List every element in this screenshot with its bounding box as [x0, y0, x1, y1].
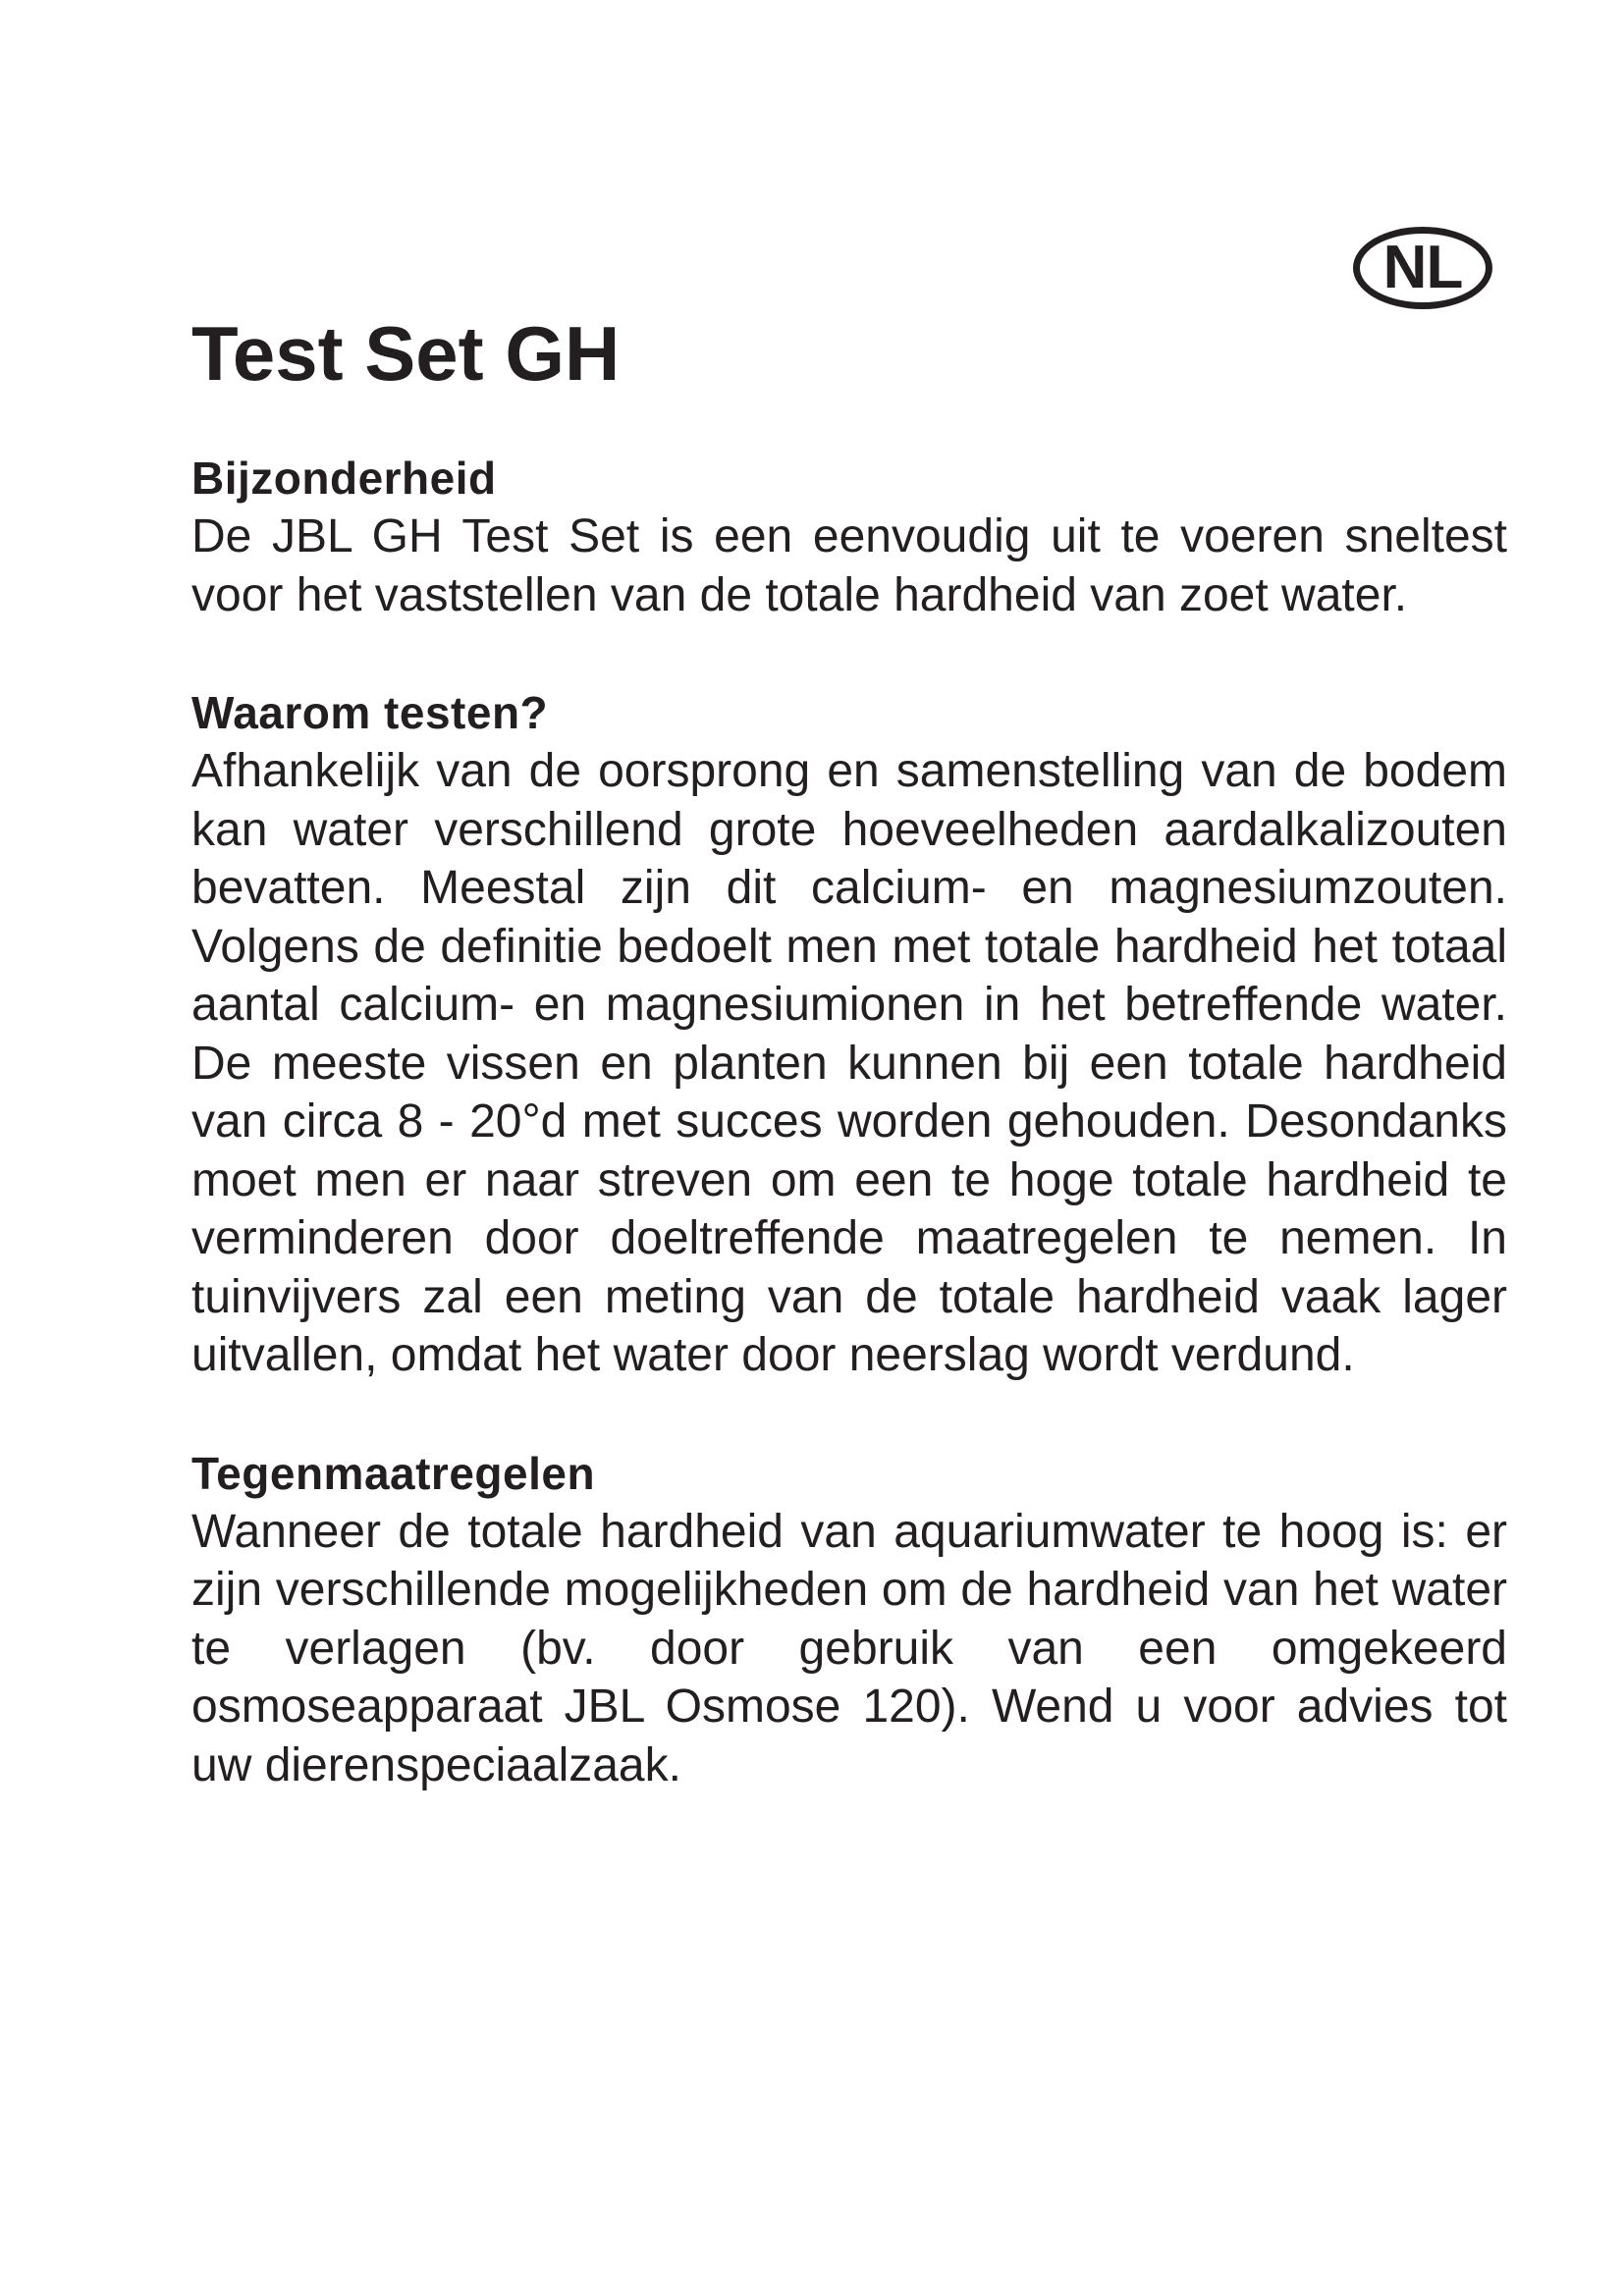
section-paragraph: Afhankelijk van de oorsprong en samenstelling van de bodem kan water verschillend grote hoeveelheden aardalkalizouten bevatten. Meestal zijn dit calcium- en magnesiumzouten. Volgens de definitie bedoelt men met totale hardheid het totaal aantal calcium- en magnesiumionen in het betreffende water. De meeste vissen en planten kunnen bij een totale hardheid van circa 8 - 20°d met succes worden gehouden. Desondanks moet men er naar streven om een te hoge totale hardheid te verminderen door doeltreffende maatregelen te nemen. In tuinvijvers zal een meting van de totale hardheid vaak lager uitvallen, omdat het water door neerslag wordt verdund. — [191, 745, 1507, 1381]
document-body — [191, 309, 1507, 1794]
section-tegenmaatregelen — [191, 1444, 1507, 1795]
section-waarom-testen — [191, 683, 1507, 1385]
page-title: Test Set GH — [191, 310, 621, 397]
section-heading: Bijzonderheid — [191, 453, 497, 504]
section-paragraph: De JBL GH Test Set is een eenvoudig uit te voeren sneltest voor het vaststellen van de totale hardheid van zoet water. — [191, 510, 1507, 621]
language-badge: NL — [1353, 227, 1492, 309]
section-paragraph: Wanneer de totale hardheid van aquariumwater te hoog is: er zijn verschillende mogelijkheden om de hardheid van het water te verlagen (bv. door gebruik van een omgekeerd osmoseapparaat JBL Osmose 120). Wend u voor advies tot uw dierenspeciaalzaak. — [191, 1505, 1507, 1791]
section-bijzonderheid — [191, 449, 1507, 624]
section-heading: Tegenmaatregelen — [191, 1447, 596, 1499]
section-heading: Waarom testen? — [191, 687, 549, 738]
